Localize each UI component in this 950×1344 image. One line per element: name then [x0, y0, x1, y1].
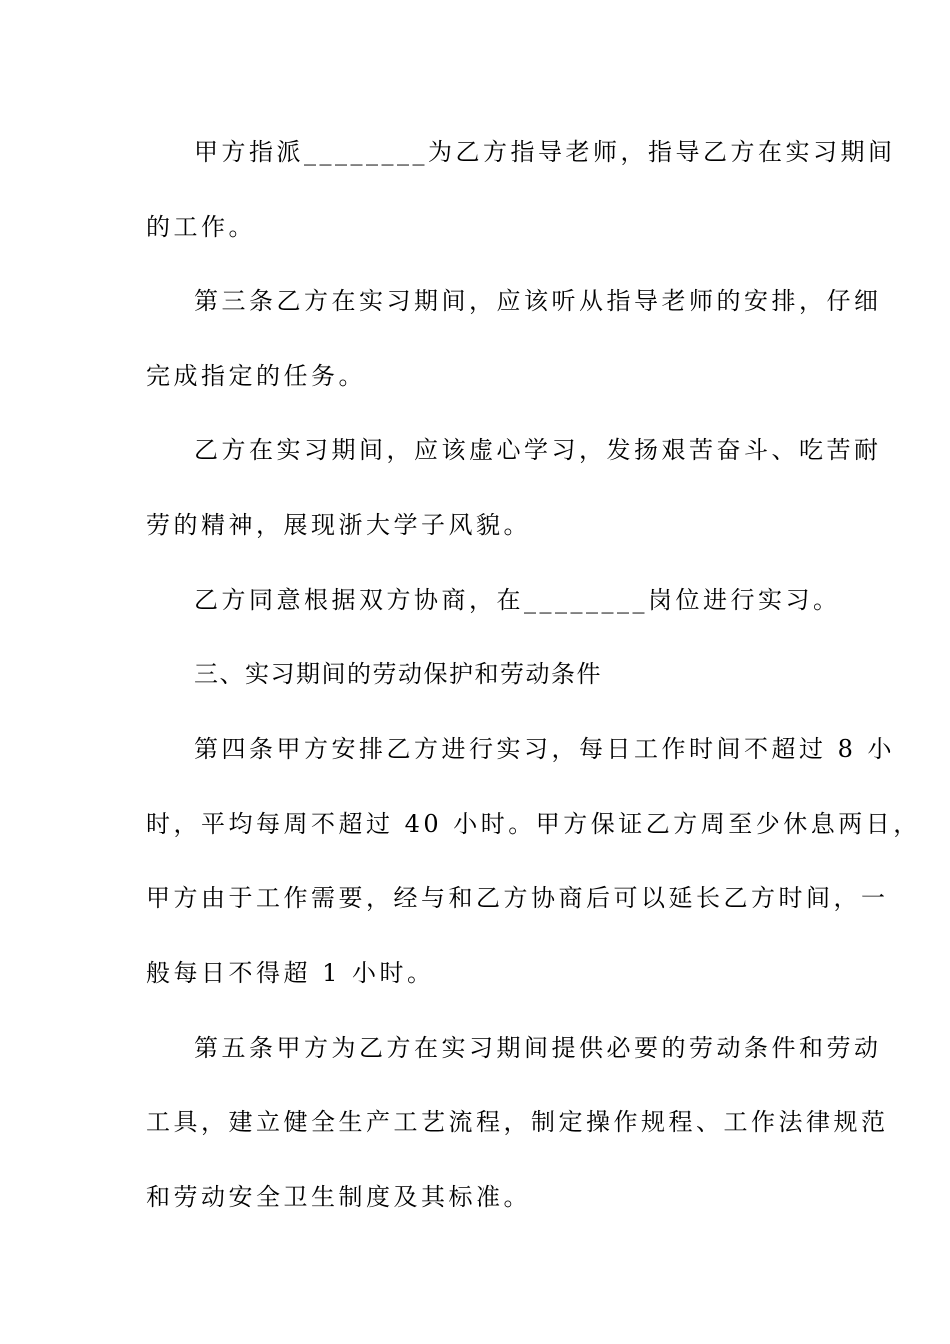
paragraph-line: 甲方由于工作需要，经与和乙方协商后可以延长乙方时间，一 [146, 884, 889, 912]
paragraph-line: 的工作。 [146, 213, 256, 241]
paragraph-line: 时，平均每周不超过 40 小时。甲方保证乙方周至少休息两日， [146, 810, 921, 838]
paragraph-line: 乙方同意根据双方协商，在________岗位进行实习。 [194, 586, 841, 614]
paragraph-line: 劳的精神，展现浙大学子风貌。 [146, 511, 531, 539]
paragraph-line: 第三条乙方在实习期间，应该听从指导老师的安排，仔细 [194, 287, 882, 315]
paragraph-line: 和劳动安全卫生制度及其标准。 [146, 1183, 531, 1211]
paragraph-line: 般每日不得超 1 小时。 [146, 959, 435, 987]
paragraph-line: 完成指定的任务。 [146, 362, 366, 390]
paragraph-line: 第五条甲方为乙方在实习期间提供必要的劳动条件和劳动 [194, 1034, 882, 1062]
paragraph-line: 第四条甲方安排乙方进行实习，每日工作时间不超过 8 小 [194, 735, 896, 763]
paragraph-line: 工具，建立健全生产工艺流程，制定操作规程、工作法律规范 [146, 1108, 889, 1136]
paragraph-line: 乙方在实习期间，应该虚心学习，发扬艰苦奋斗、吃苦耐 [194, 436, 882, 464]
section-heading: 三、实习期间的劳动保护和劳动条件 [194, 660, 602, 688]
paragraph-line: 甲方指派________为乙方指导老师，指导乙方在实习期间 [194, 138, 896, 166]
